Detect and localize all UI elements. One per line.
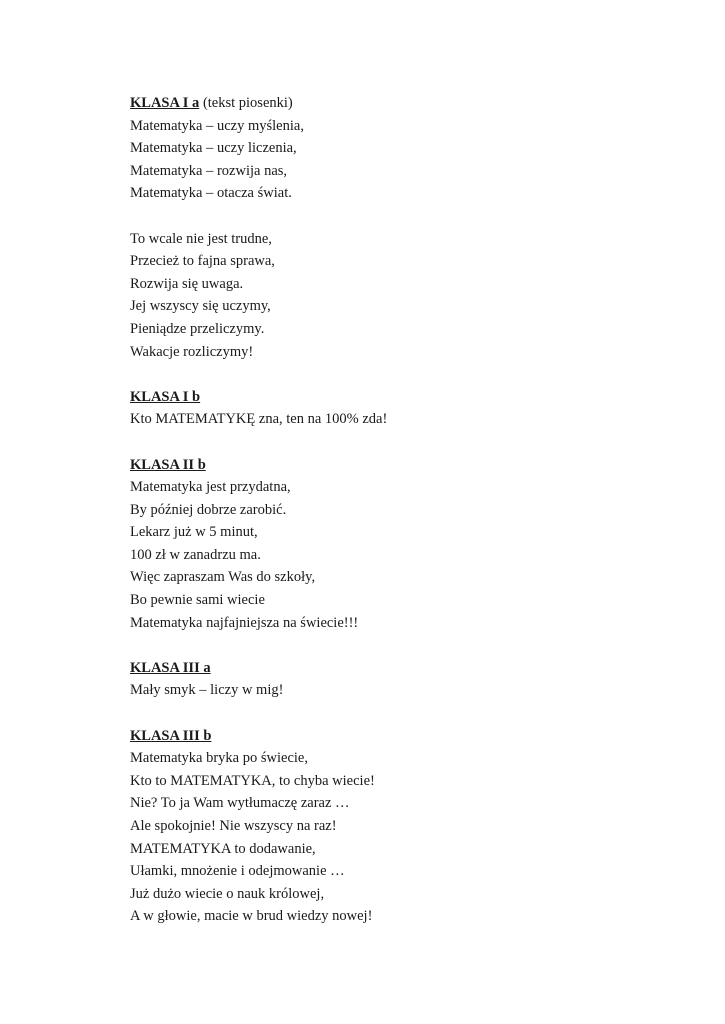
poem-line: Lekarz już w 5 minut, [130,524,258,541]
section-heading-klasa-1a: KLASA I a (tekst piosenki) [130,95,293,111]
poem-line: Przecież to fajna sprawa, [130,253,275,270]
poem-line: Kto MATEMATYKĘ zna, ten na 100% zda! [130,411,388,428]
document-page [130,92,690,928]
section-heading-klasa-3b: KLASA III b [130,727,212,744]
section-heading-klasa-1b: KLASA I b [130,388,201,405]
poem-line: Rozwija się uwaga. [130,275,244,292]
poem-line: To wcale nie jest trudne, [130,230,272,247]
poem-line: Mały smyk – liczy w mig! [130,682,284,699]
poem-line: Matematyka – rozwija nas, [130,162,288,179]
poem-line: Ułamki, mnożenie i odejmowanie … [130,863,345,880]
poem-line: By później dobrze zarobić. [130,501,287,518]
poem-line: Więc zapraszam Was do szkoły, [130,569,316,586]
section-heading-klasa-2b: KLASA II b [130,456,206,473]
heading-subtitle: (tekst piosenki) [199,95,293,111]
section-gap [130,702,690,725]
section-heading-klasa-3a: KLASA III a [130,659,211,676]
poem-line: Matematyka jest przydatna, [130,479,291,496]
poem-line: Matematyka bryka po świecie, [130,750,308,767]
poem-line: Kto to MATEMATYKA, to chyba wiecie! [130,772,375,789]
poem-line: Już dużo wiecie o nauk królowej, [130,885,325,902]
section-gap [130,634,690,657]
poem-line: Pieniądze przeliczymy. [130,320,265,337]
poem-line: Matematyka – uczy liczenia, [130,140,297,157]
section-gap [130,363,690,386]
poem-line: Ale spokojnie! Nie wszyscy na raz! [130,818,337,834]
poem-line: Matematyka – otacza świat. [130,185,292,202]
poem-line: MATEMATYKA to dodawanie, [130,840,316,857]
poem-line: Nie? To ja Wam wytłumaczę zaraz … [130,795,350,812]
poem-line: Bo pewnie sami wiecie [130,592,265,609]
poem-line: Matematyka – uczy myślenia, [130,117,304,134]
poem-line: Jej wszyscy się uczymy, [130,298,271,315]
poem-line: 100 zł w zanadrzu ma. [130,546,261,563]
poem-line: Wakacje rozliczymy! [130,343,254,360]
poem-line: A w głowie, macie w brud wiedzy nowej! [130,908,373,925]
stanza-gap [130,205,690,228]
section-gap [130,431,690,454]
poem-line: Matematyka najfajniejsza na świecie!!! [130,614,359,631]
